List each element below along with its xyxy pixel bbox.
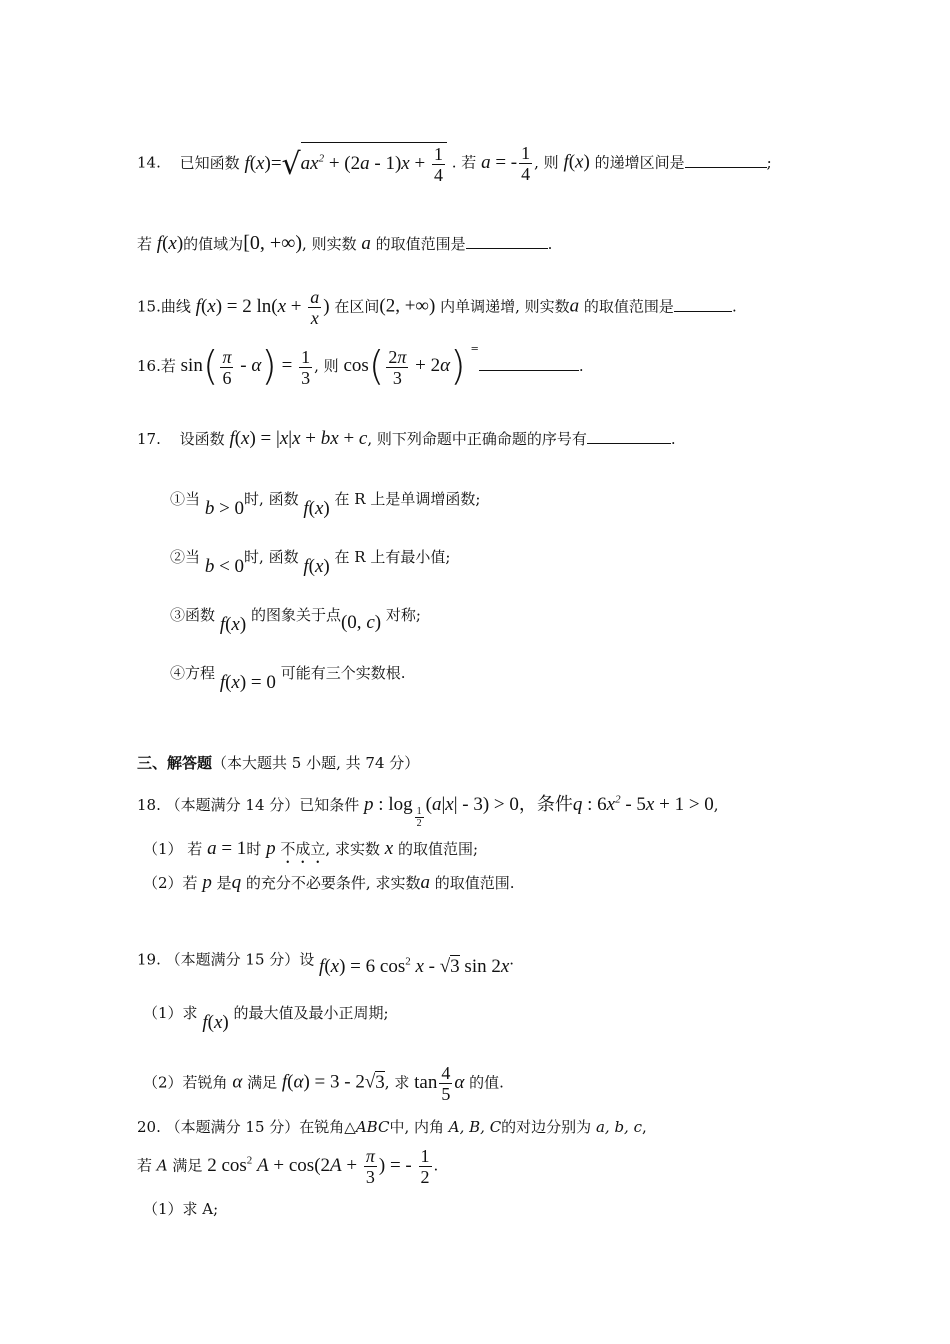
q20-line2: 若 A 满足 2 $\cos^2 A + \cos(2A$ + $\frac{\pi}{3}$ ) = - $\frac{1}{2}$ . (137, 1146, 439, 1187)
q17-item-1: ①当 b > 0时, 函数 f(x) 在 R 上是单调增函数; (170, 490, 481, 519)
q20-part1: （1）求 A; (143, 1200, 219, 1218)
q17-item-2: ②当 b < 0时, 函数 f(x) 在 R 上有最小值; (170, 548, 451, 577)
q19-line: 19. （本题满分 15 分）设 f(x) = 6 $\cos^2 x - √3$ sin 2x. (137, 950, 515, 978)
q14-line2: 若 f(x)的值域为[0, +∞), 则实数 a 的取值范围是 . (137, 232, 553, 254)
q19-part2: （2）若锐角 α 满足 f(α) = 3 - 2√3, 求 tan $\frac{4}{5}$ α 的值. (143, 1063, 504, 1104)
q16-line: 16.若 sin( $\frac{\pi}{6}$ - α) = $\frac{1}{3}$ , 则 cos( $\frac{2\pi}{3}$ + 2α) =. (137, 344, 584, 390)
q14-line1: 14. 已知函数 $f(x)=√ax^2 + (2a - 1)x$ + $\frac{1}{4}$ . 若 a = - $\frac{1}{4}$ , 则 f(x) 的递增区间是 ; (137, 143, 772, 185)
q17-item-3: ③函数 f(x) 的图象关于点(0, c) 对称; (170, 606, 421, 635)
q20-condition-formula: 2 $\cos^2 A + \cos(2A$ + $\frac{\pi}{3}$ ) = - $\frac{1}{2}$ (207, 1146, 430, 1187)
q20-line1: 20. （本题满分 15 分）在锐角△ABC中, 内角 A, B, C的对边分别为 a, b, c, (137, 1118, 647, 1136)
q16-cos-formula: cos( $\frac{2\pi}{3}$ + 2α) (343, 344, 466, 390)
q18-condition-q: q : $6x^2 - 5x + 1 > 0$ (572, 793, 714, 815)
answer-blank[interactable] (685, 153, 767, 168)
answer-blank[interactable] (587, 429, 671, 444)
q14-range-interval: [0, +∞) (243, 232, 303, 254)
answer-blank[interactable] (466, 234, 548, 249)
answer-blank[interactable] (674, 297, 732, 312)
answer-blank[interactable] (479, 356, 579, 371)
q14-a-value: a = - $\frac{1}{4}$ (481, 143, 531, 184)
q14-number: 14. (137, 153, 161, 172)
q15-curve-formula: f(x) = 2 ln(x + $\frac{a}{x}$ ) (195, 287, 330, 328)
section-heading: 三、解答题（本大题共 5 小题, 共 74 分） (137, 754, 420, 772)
q15-line: 15.曲线 f(x) = 2 ln(x + $\frac{a}{x}$ ) 在区间(2, +∞) 内单调递增, 则实数a 的取值范围是 . (137, 287, 737, 328)
q17-function-formula: f(x) = |x|x + bx + c (229, 428, 368, 449)
q18-line: 18. （本题满分 14 分）已知条件 p : log $\frac{1}{2}$ (a|x| - 3) > 0，条件q : $6x^2 - 5x + 1 > 0$, (137, 793, 719, 829)
q17-item-4: ④方程 f(x) = 0 可能有三个实数根. (170, 664, 406, 693)
q19-part1: （1）求 f(x) 的最大值及最小正周期; (143, 1004, 389, 1033)
q17-line: 17. 设函数 f(x) = |x|x + bx + c, 则下列命题中正确命题的序号有 . (137, 428, 676, 449)
q14-function-formula: $f(x)=√ax^2 + (2a - 1)x$ + $\frac{1}{4}$ (244, 153, 447, 174)
q18-part1: （1） 若 a = 1时 p 不成立, 求实数 x 的取值范围; (143, 838, 479, 859)
q18-part2: （2）若 p 是q 的充分不必要条件, 求实数a 的取值范围. (143, 872, 515, 893)
q16-sin-formula: sin( $\frac{\pi}{6}$ - α) = $\frac{1}{3}$ (180, 344, 311, 390)
q18-condition-p: p : log $\frac{1}{2}$ (a|x| - 3) > 0 (364, 794, 519, 829)
q19-function-formula: f(x) = 6 $\cos^2 x - √3$ sin 2x (319, 956, 510, 978)
